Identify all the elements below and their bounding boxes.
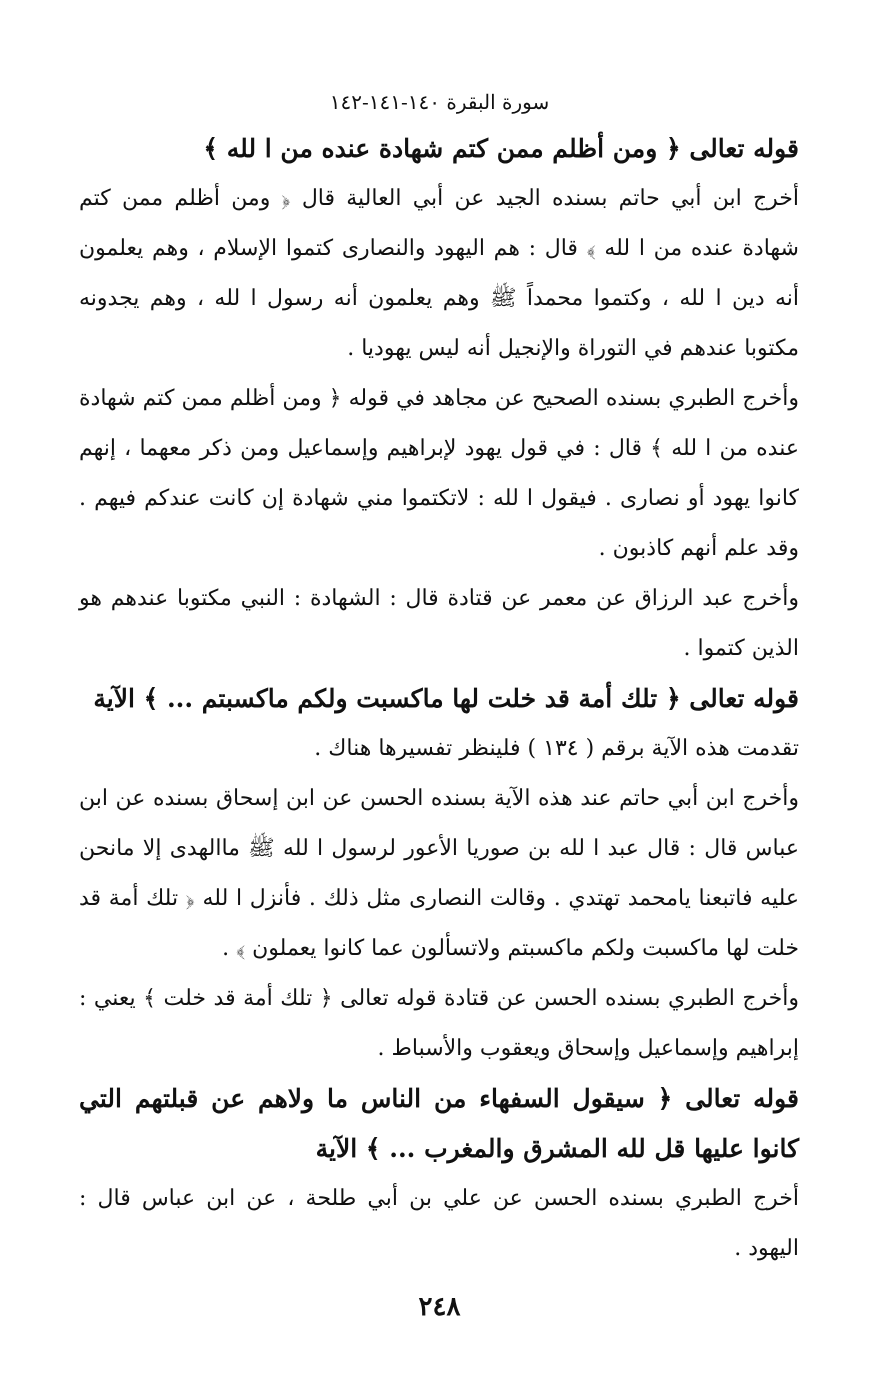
- page-number: ٢٤٨: [418, 1292, 461, 1322]
- paragraph: وأخرج الطبري بسنده الحسن عن قتادة قوله تعالى ﴿ تلك أمة قد خلت ﴾ يعني : إبراهيم وإسماعيل وإسحاق ويعقوب والأسباط .: [79, 986, 799, 1061]
- paragraph: وأخرج عبد الرزاق عن معمر عن قتادة قال : الشهادة : النبي مكتوبا عندهم هو الذين كتموا .: [79, 586, 799, 661]
- verse-heading: قوله تعالى ﴿ تلك أمة قد خلت لها ماكسبت ولكم ماكسبتم ... ﴾ الآية: [93, 684, 799, 713]
- paragraph: أخرج الطبري بسنده الحسن عن علي بن أبي طلحة ، عن ابن عباس قال : اليهود .: [79, 1186, 799, 1261]
- paragraph: وأخرج الطبري بسنده الصحيح عن مجاهد في قوله ﴿ ومن أظلم ممن كتم شهادة عنده من ا لله ﴾ قال : في قول يهود لإبراهيم وإسماعيل ومن ذكر معهما ، إنهم كانوا يهود أو نصارى . فيقول ا لله : لاتكتموا مني شهادة إن كانت عندكم فيهم . وقد علم أنهم كاذبون .: [79, 386, 799, 561]
- verse-heading: قوله تعالى ﴿ سيقول السفهاء من الناس ما ولاهم عن قبلتهم التي كانوا عليها قل لله المشرق والمغرب ... ﴾ الآية: [79, 1084, 799, 1163]
- running-header: سورة البقرة ١٤٠-١٤١-١٤٢: [329, 90, 550, 114]
- paragraph: أخرج ابن أبي حاتم بسنده الجيد عن أبي العالية قال ﴿ ومن أظلم ممن كتم شهادة عنده من ا لله ﴾ قال : هم اليهود والنصارى كتموا الإسلام ، وهم يعلمون أنه دين ا لله ، وكتموا محمداً ﷺ وهم يعلمون أنه رسول ا لله ، وهم يجدونه مكتوبا عندهم في التوراة والإنجيل أنه ليس يهوديا .: [79, 186, 799, 361]
- paragraph: وأخرج ابن أبي حاتم عند هذه الآية بسنده الحسن عن ابن إسحاق بسنده عن ابن عباس قال : قال عبد ا لله بن صوريا الأعور لرسول ا لله ﷺ ماالهدى إلا مانحن عليه فاتبعنا يامحمد تهتدي . وقالت النصارى مثل ذلك . فأنزل ا لله ﴿ تلك أمة قد خلت لها ماكسبت ولكم ماكسبتم ولاتسألون عما كانوا يعملون ﴾ .: [79, 786, 799, 961]
- paragraph: تقدمت هذه الآية برقم ( ١٣٤ ) فلينظر تفسيرها هناك .: [314, 736, 799, 761]
- verse-heading: قوله تعالى ﴿ ومن أظلم ممن كتم شهادة عنده من ا لله ﴾: [203, 134, 799, 163]
- page-body: [79, 124, 799, 1274]
